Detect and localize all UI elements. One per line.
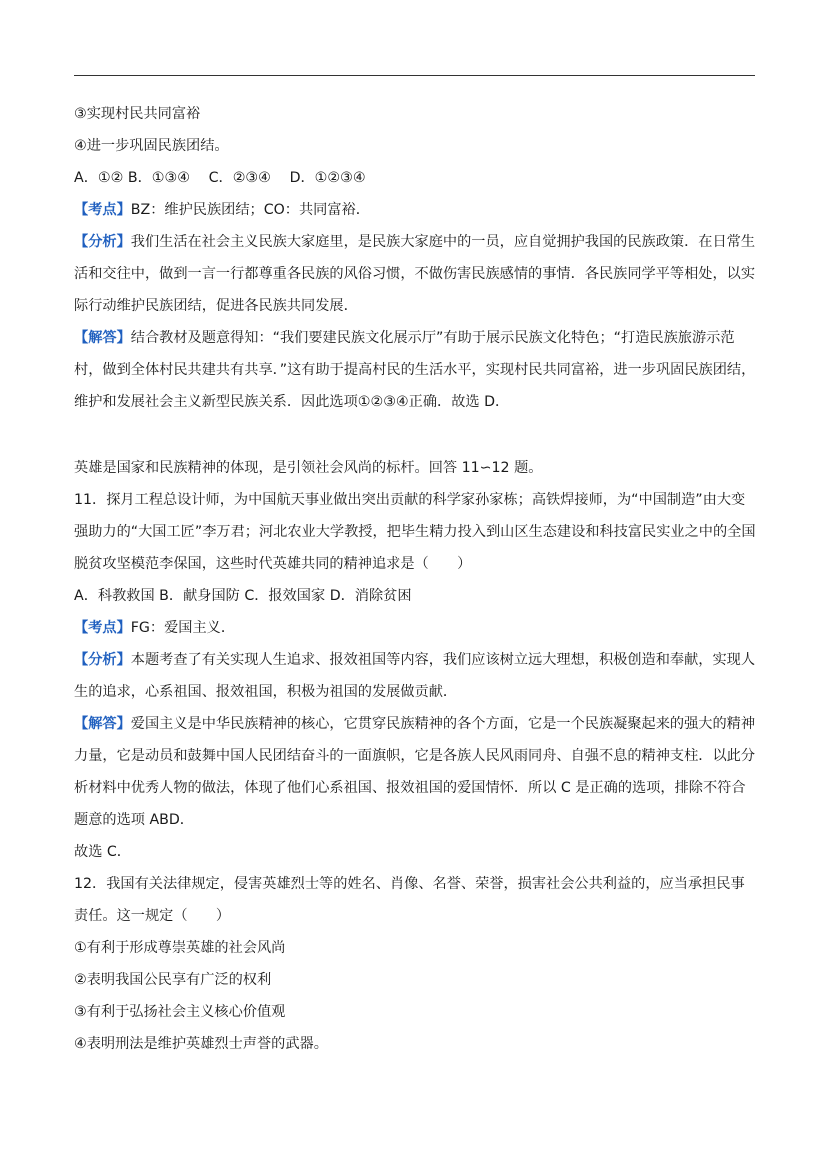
header-rule xyxy=(74,75,755,76)
document-body xyxy=(74,98,756,1060)
section-gap xyxy=(74,418,756,452)
q11-choices: A．科教救国 B．献身国防 C．报效国家 D．消除贫困 xyxy=(74,588,412,604)
q11-answer: 故选 C． xyxy=(74,844,131,860)
q12-option-3: ③有利于弘扬社会主义核心价值观 xyxy=(74,1004,286,1020)
fenxi-tag: 【分析】 xyxy=(74,234,131,250)
q12-option-1: ①有利于形成尊崇英雄的社会风尚 xyxy=(74,940,286,956)
kaodian-text: FG：爱国主义． xyxy=(130,620,236,636)
fenxi-tag: 【分析】 xyxy=(74,652,131,668)
section-intro: 英雄是国家和民族精神的体现，是引领社会风尚的标杆。回答 11∽12 题。 xyxy=(74,460,543,476)
fenxi-text: 本题考查了有关实现人生追求、报效祖国等内容，我们应该树立远大理想，积极创造和奉献，实现人生的追求，心系祖国、报效祖国，积极为祖国的发展做贡献． xyxy=(74,652,756,700)
q10-kaodian xyxy=(74,194,756,226)
kaodian-text: BZ：维护民族团结；CO：共同富裕． xyxy=(130,202,370,218)
kaodian-tag: 【考点】 xyxy=(74,202,131,218)
q11-fenxi xyxy=(74,644,756,708)
jieda-text: 结合教材及题意得知：“我们要建民族文化展示厅”有助于展示民族文化特色；“打造民族旅游示范村，做到全体村民共建共有共享．”这有助于提高村民的生活水平，实现村民共同富裕，进一步巩固民族团结，维护和发展社会主义新型民族关系．因此选项①②③④正确．故选 D． xyxy=(74,330,756,410)
q10-option-4: ④进一步巩固民族团结。 xyxy=(74,138,229,154)
jieda-text: 爱国主义是中华民族精神的核心，它贯穿民族精神的各个方面，它是一个民族凝聚起来的强大的精神力量，它是动员和鼓舞中国人民团结奋斗的一面旗帜，它是各族人民风雨同舟、自强不息的精神支柱．以此分析材料中优秀人物的做法，体现了他们心系祖国、报效祖国的爱国情怀．所以 C 是正确的选项，排除不符合题意的选项 ABD． xyxy=(74,716,756,828)
fenxi-text: 我们生活在社会主义民族大家庭里，是民族大家庭中的一员，应自觉拥护我国的民族政策．在日常生活和交往中，做到一言一行都尊重各民族的风俗习惯，不做伤害民族感情的事情．各民族同学平等相处，以实际行动维护民族团结，促进各民族共同发展． xyxy=(74,234,756,314)
q12-option-2: ②表明我国公民享有广泛的权利 xyxy=(74,972,272,988)
q12-option-4: ④表明刑法是维护英雄烈士声誉的武器。 xyxy=(74,1036,328,1052)
jieda-tag: 【解答】 xyxy=(74,330,131,346)
q10-fenxi xyxy=(74,226,756,322)
jieda-tag: 【解答】 xyxy=(74,716,131,732)
kaodian-tag: 【考点】 xyxy=(74,620,131,636)
q10-choices: A．①② B．①③④ C．②③④ D．①②③④ xyxy=(74,170,366,186)
q11-jieda xyxy=(74,708,756,836)
q12-stem: 12．我国有关法律规定，侵害英雄烈士等的姓名、肖像、名誉、荣誉，损害社会公共利益的，应当承担民事责任。这一规定（ ） xyxy=(74,876,745,924)
q11-kaodian xyxy=(74,612,756,644)
q10-option-3: ③实现村民共同富裕 xyxy=(74,106,201,122)
q11-stem: 11．探月工程总设计师，为中国航天事业做出突出贡献的科学家孙家栋；高铁焊接师，为“中国制造”由大变强助力的“大国工匠”李万君；河北农业大学教授，把毕生精力投入到山区生态建设和科技富民实业之中的全国脱贫攻坚模范李保国，这些时代英雄共同的精神追求是（ ） xyxy=(74,492,756,572)
q10-jieda xyxy=(74,322,756,418)
